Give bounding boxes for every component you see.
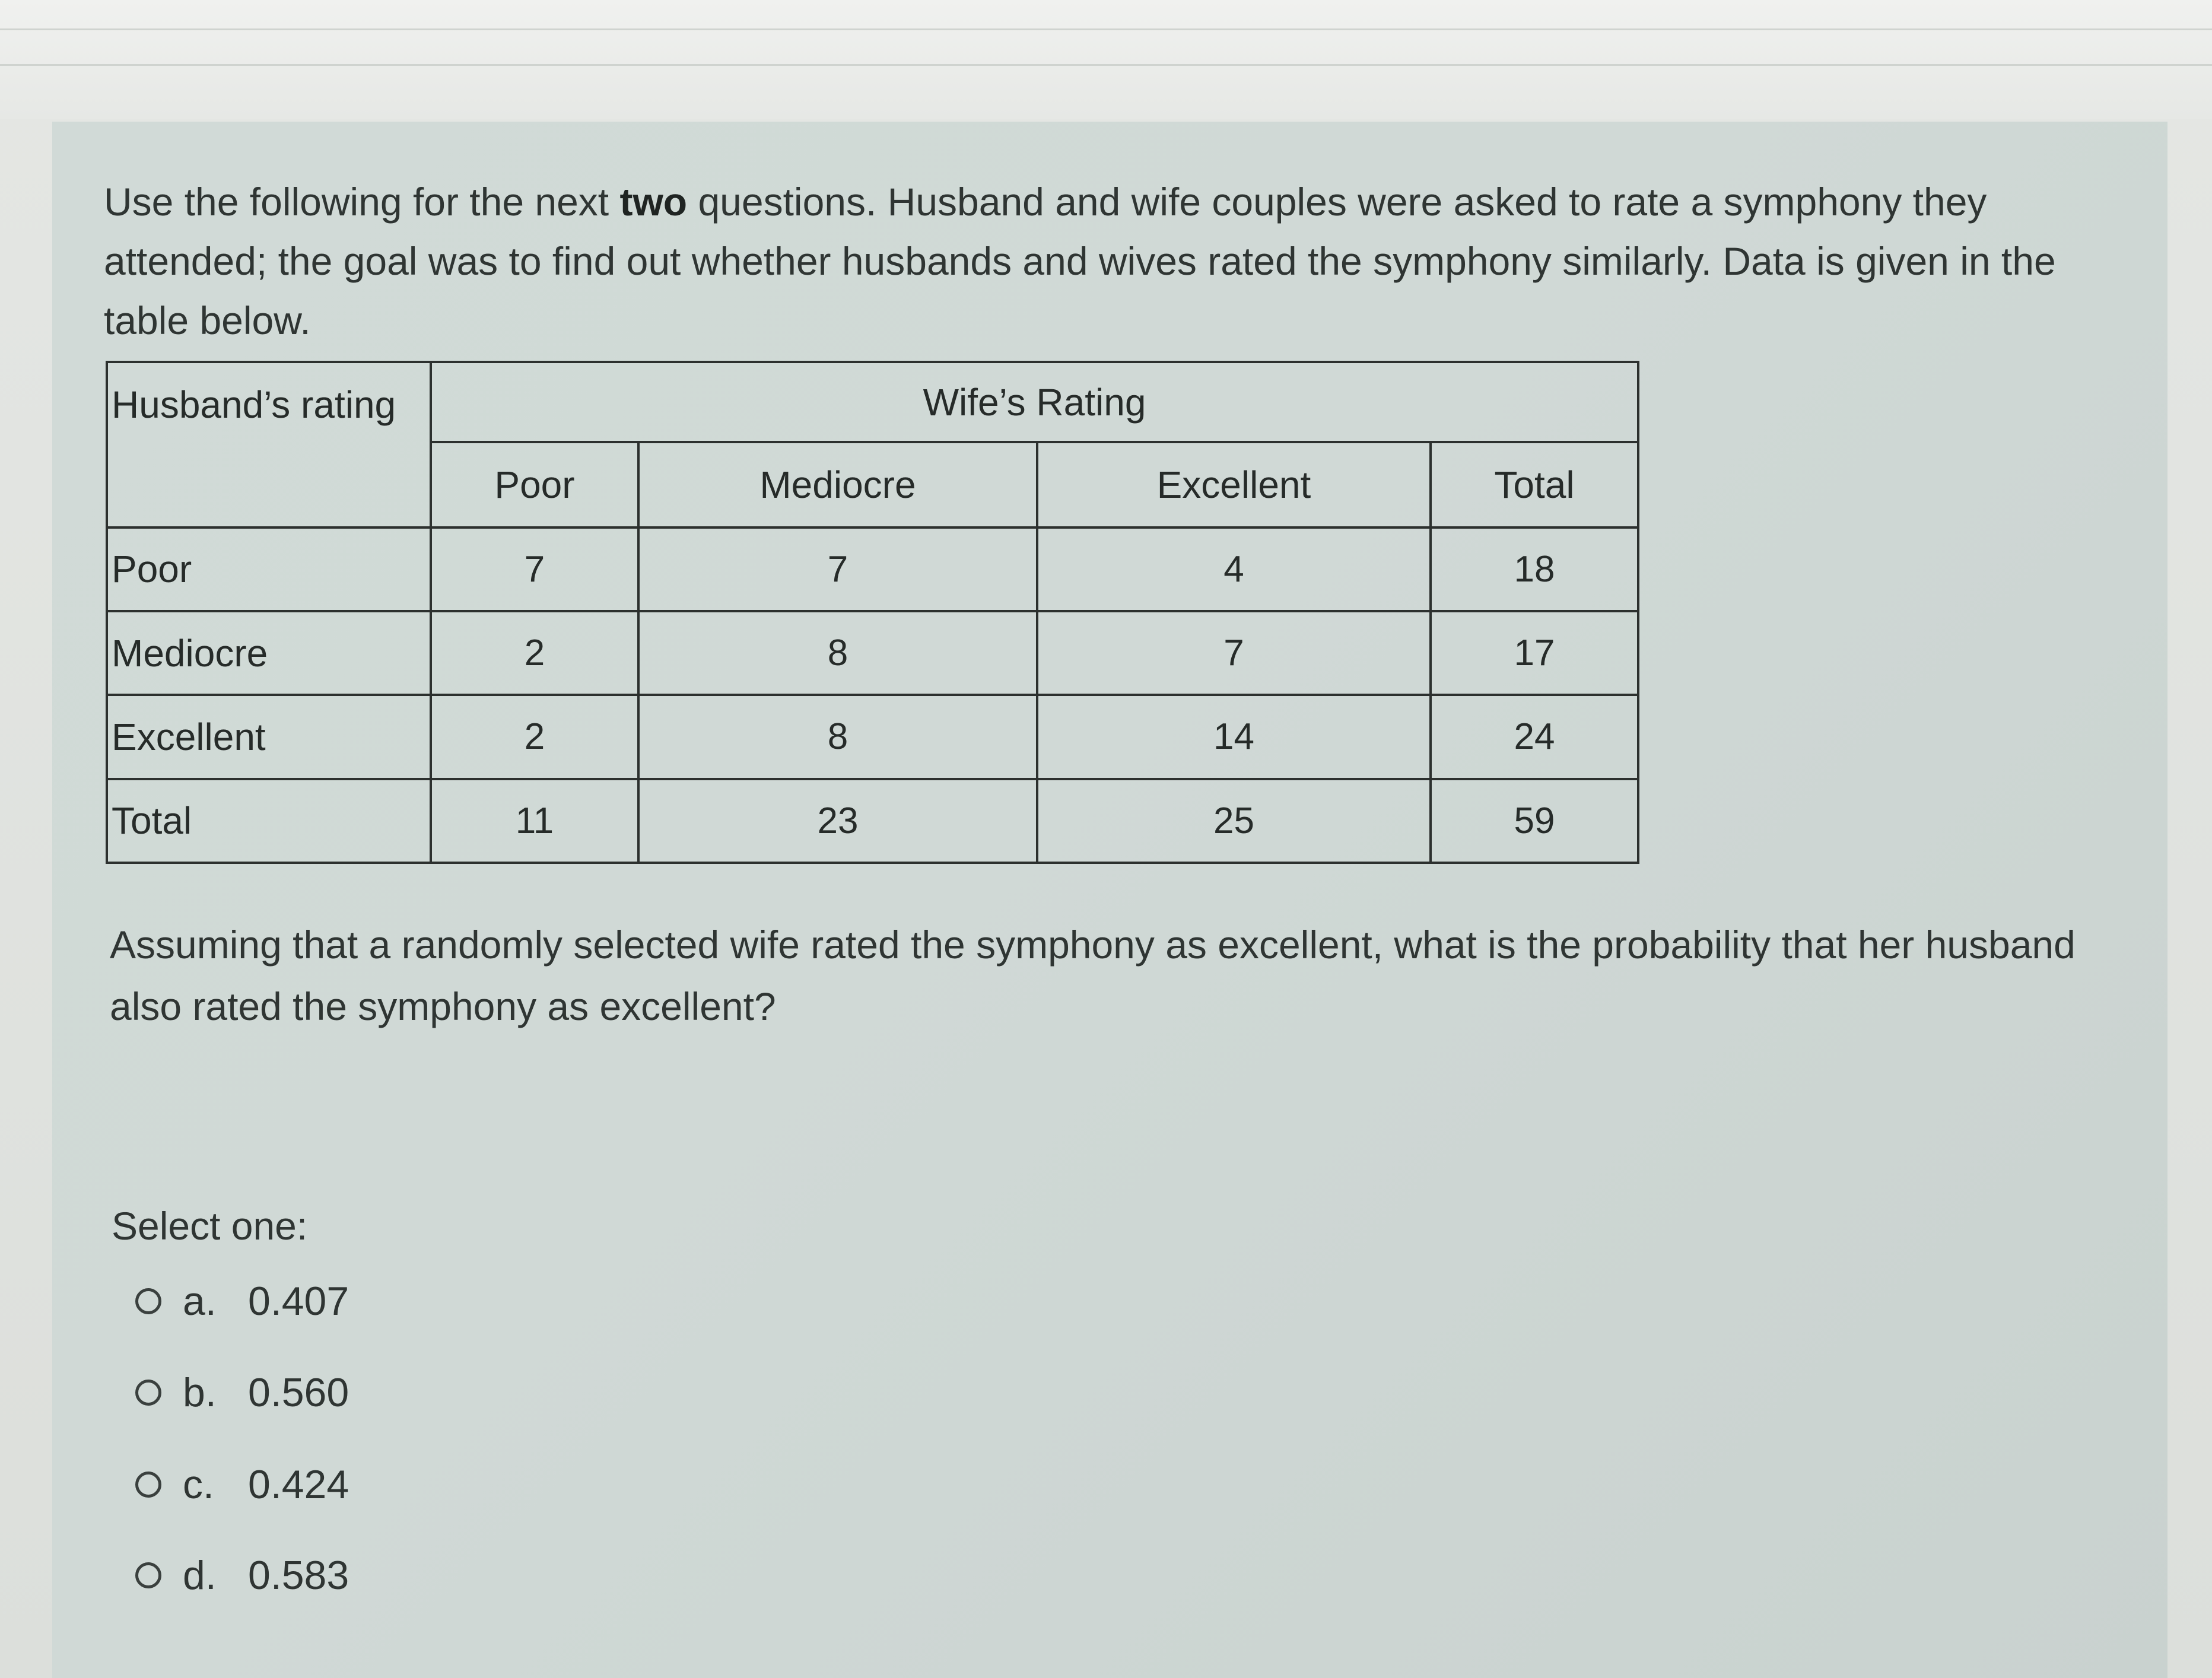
table-cell: 24 (1431, 695, 1638, 778)
question-intro (104, 172, 2074, 350)
divider (0, 64, 2212, 66)
table-cell: 8 (638, 611, 1037, 695)
intro-text-after: questions. Husband and wife couples were asked to rate a symphony they attended; the goal was to find out whether husbands and wives rated the symphony similarly. Data is given in the table below. (104, 180, 2056, 342)
table-cell: 2 (431, 695, 638, 778)
question-panel (52, 122, 2167, 1678)
browser-top-strip (0, 0, 2212, 119)
option-letter: d. (183, 1553, 217, 1598)
table-cell: 8 (638, 695, 1037, 778)
table-row (107, 527, 1638, 611)
option-letter: a. (183, 1279, 217, 1324)
column-header-poor: Poor (431, 442, 638, 527)
table-cell: 23 (638, 779, 1037, 863)
ratings-table (106, 361, 1639, 864)
table-row (107, 779, 1638, 863)
table-cell: 59 (1431, 779, 1638, 863)
column-header-mediocre: Mediocre (638, 442, 1037, 527)
table-cell: 18 (1431, 527, 1638, 611)
table-corner-label: Husband’s rating (107, 362, 431, 527)
table-cell: 2 (431, 611, 638, 695)
radio-button-icon[interactable] (135, 1380, 161, 1406)
option-value: 0.424 (248, 1462, 349, 1507)
row-header-total: Total (107, 779, 431, 863)
table-cell: 4 (1037, 527, 1431, 611)
option-d[interactable] (135, 1549, 349, 1602)
table-cell: 7 (431, 527, 638, 611)
radio-button-icon[interactable] (135, 1288, 161, 1314)
table-top-header: Wife’s Rating (431, 362, 1638, 442)
table-cell: 7 (1037, 611, 1431, 695)
table-row (107, 695, 1638, 778)
table-cell: 14 (1037, 695, 1431, 778)
column-header-excellent: Excellent (1037, 442, 1431, 527)
select-one-label: Select one: (112, 1204, 308, 1248)
radio-button-icon[interactable] (135, 1562, 161, 1588)
option-letter: c. (183, 1462, 214, 1507)
option-c[interactable] (135, 1458, 349, 1511)
option-value: 0.583 (248, 1553, 349, 1598)
table-cell: 25 (1037, 779, 1431, 863)
table-cell: 7 (638, 527, 1037, 611)
option-b[interactable] (135, 1366, 349, 1419)
option-value: 0.560 (248, 1370, 349, 1415)
row-header-excellent: Excellent (107, 695, 431, 778)
intro-text-before: Use the following for the next (104, 180, 620, 224)
divider (0, 28, 2212, 30)
radio-button-icon[interactable] (135, 1472, 161, 1498)
table-cell: 11 (431, 779, 638, 863)
table-cell: 17 (1431, 611, 1638, 695)
row-header-poor: Poor (107, 527, 431, 611)
intro-bold-word: two (619, 180, 688, 224)
table-row (107, 611, 1638, 695)
option-value: 0.407 (248, 1279, 349, 1324)
column-header-total: Total (1431, 442, 1638, 527)
option-a[interactable] (135, 1275, 349, 1328)
row-header-mediocre: Mediocre (107, 611, 431, 695)
option-letter: b. (183, 1370, 217, 1415)
question-text: Assuming that a randomly selected wife rated the symphony as excellent, what is the probability that her husband also rated the symphony as excellent? (110, 923, 2076, 1028)
